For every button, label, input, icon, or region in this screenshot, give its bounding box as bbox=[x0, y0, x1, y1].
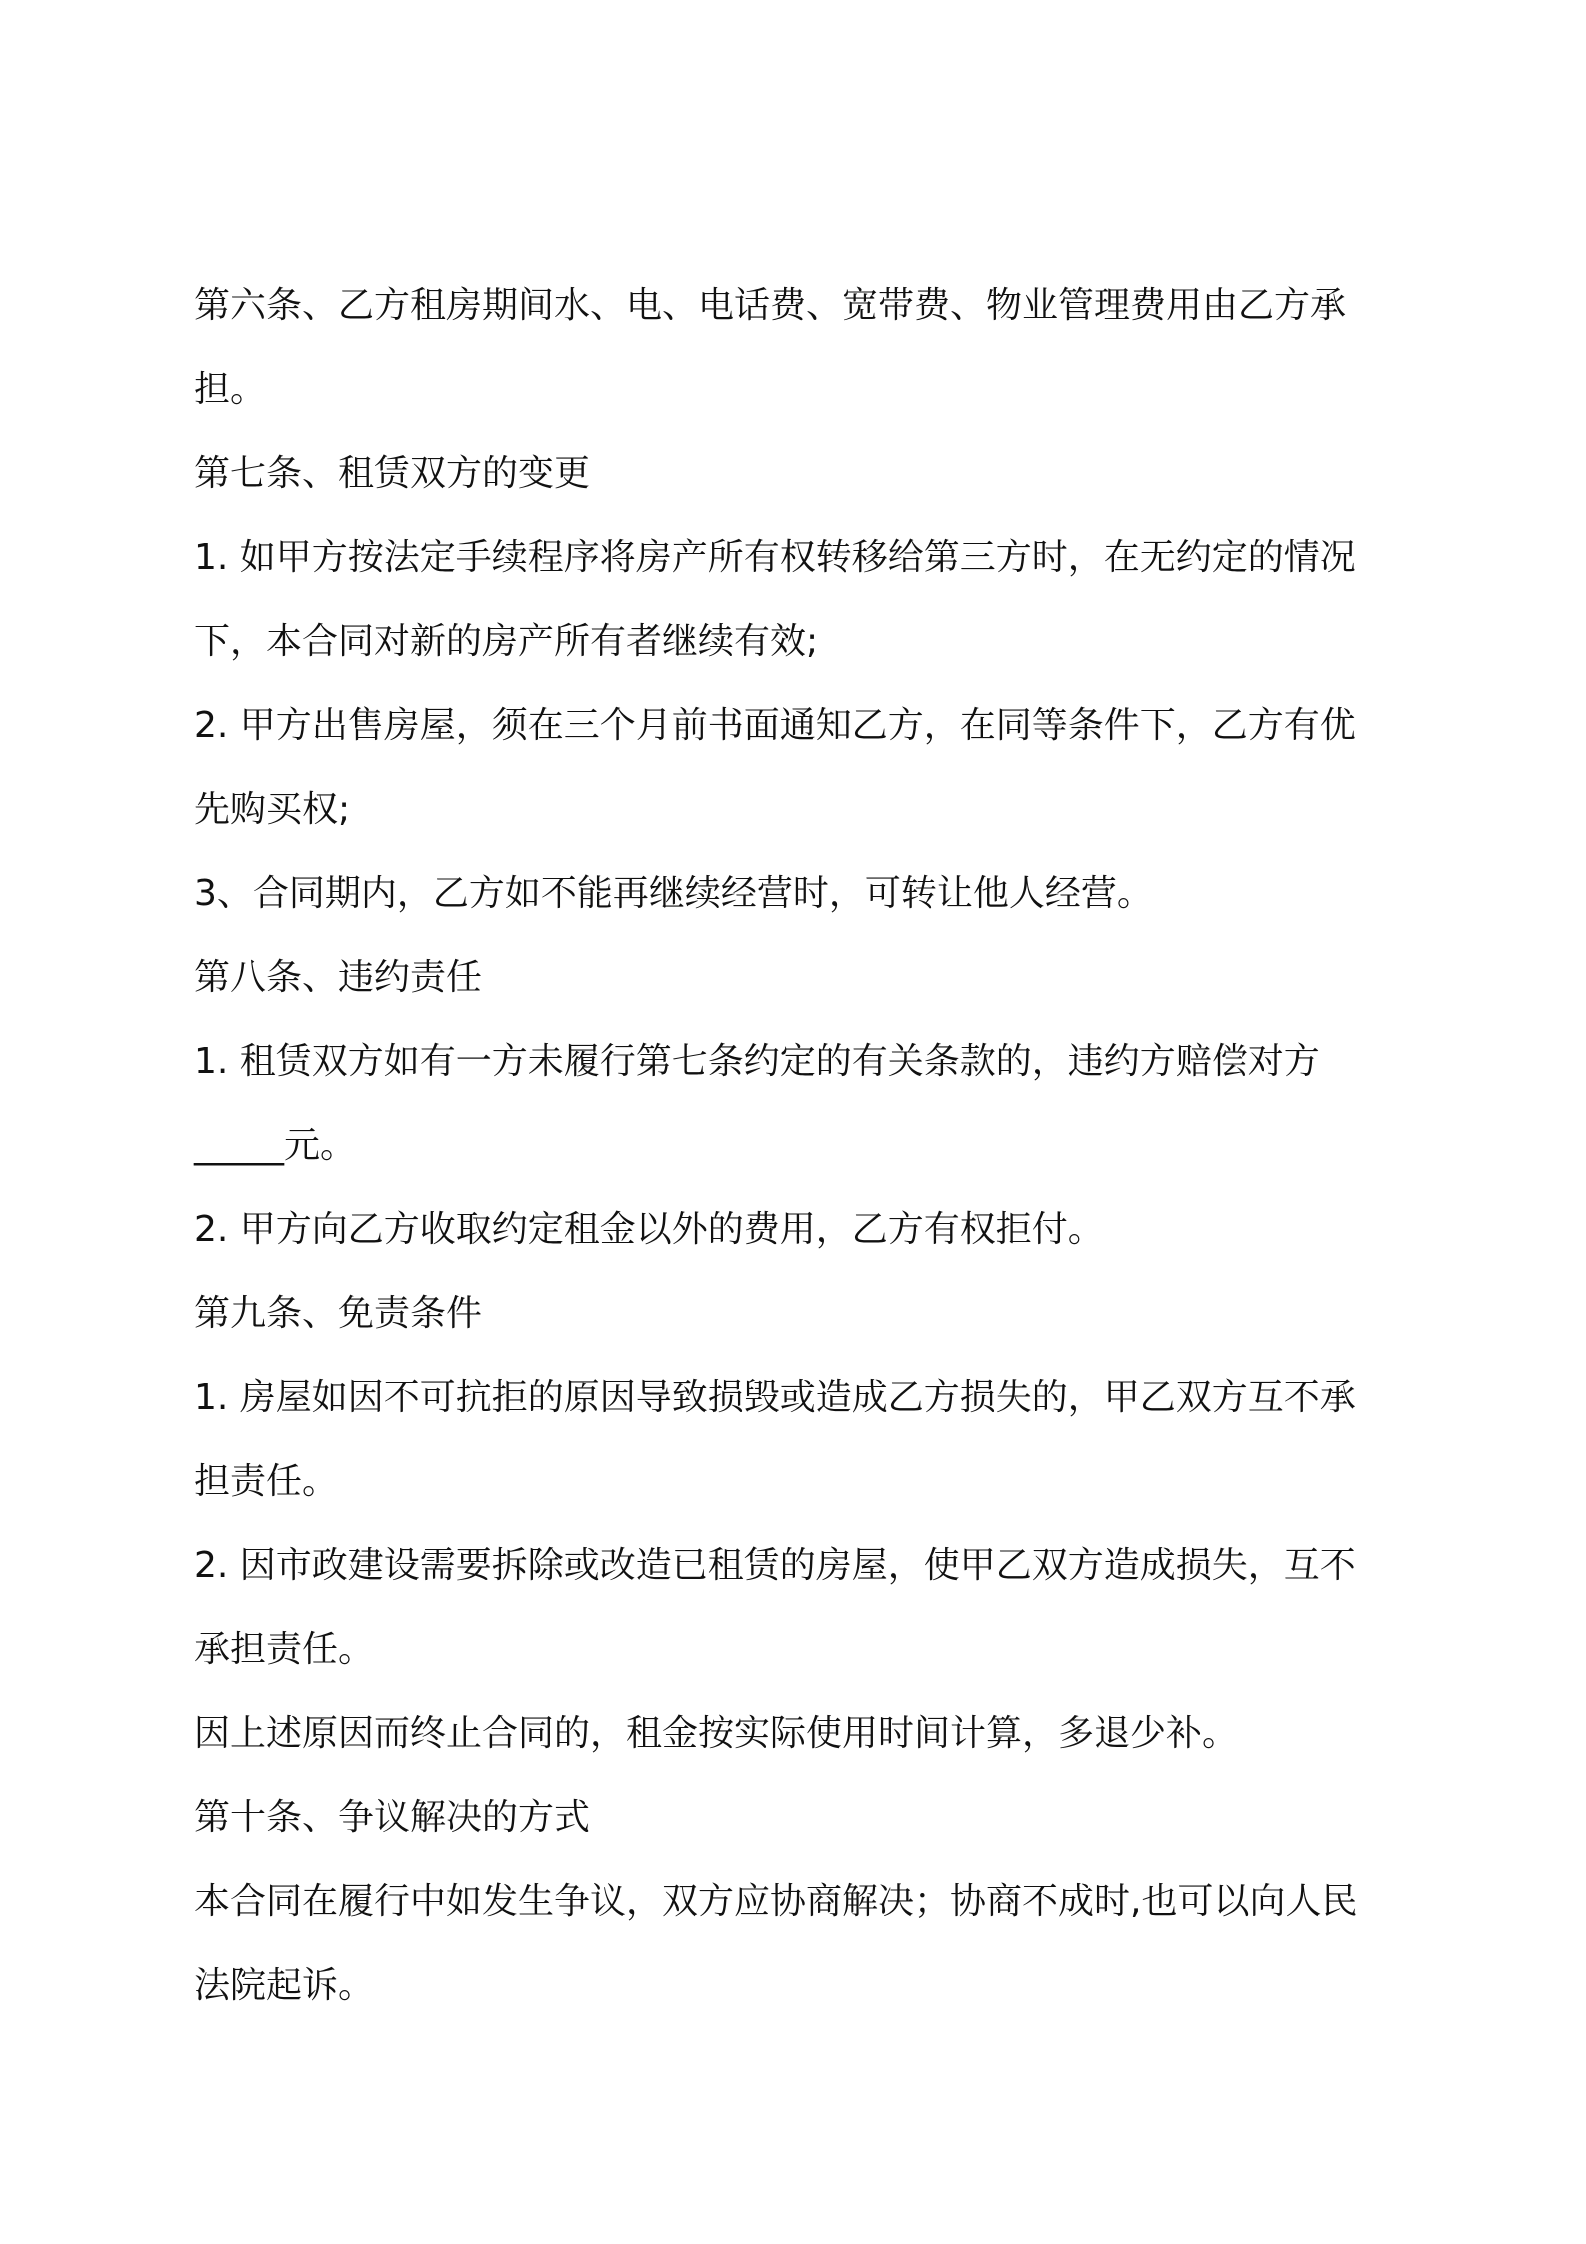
article-7-clause-1-line-2: 下，本合同对新的房产所有者继续有效; bbox=[194, 621, 819, 662]
article-9-clause-2-line-2: 承担责任。 bbox=[194, 1629, 375, 1670]
article-9-clause-2-line-1: 2. 因市政建设需要拆除或改造已租赁的房屋，使甲乙双方造成损失，互不 bbox=[194, 1545, 1356, 1586]
article-8-clause-1-line-1: 1. 租赁双方如有一方未履行第七条约定的有关条款的，违约方赔偿对方 bbox=[194, 1041, 1320, 1082]
article-10-heading: 第十条、争议解决的方式 bbox=[194, 1797, 591, 1838]
article-6-text-line-2: 担。 bbox=[194, 369, 267, 410]
article-6-text-line-1: 第六条、乙方租房期间水、电、电话费、宽带费、物业管理费用由乙方承 bbox=[194, 285, 1347, 326]
article-7-clause-2-line-2: 先购买权; bbox=[194, 789, 351, 830]
article-8-clause-1-line-2: _____元。 bbox=[194, 1125, 357, 1166]
article-9-note: 因上述原因而终止合同的，租金按实际使用时间计算，多退少补。 bbox=[194, 1713, 1239, 1754]
article-9-clause-1-line-2: 担责任。 bbox=[194, 1461, 339, 1502]
article-8-heading: 第八条、违约责任 bbox=[194, 957, 483, 998]
article-9-clause-1-line-1: 1. 房屋如因不可抗拒的原因导致损毁或造成乙方损失的，甲乙双方互不承 bbox=[194, 1377, 1356, 1418]
article-7-clause-3: 3、合同期内，乙方如不能再继续经营时，可转让他人经营。 bbox=[194, 873, 1153, 914]
article-9-heading: 第九条、免责条件 bbox=[194, 1293, 483, 1334]
article-7-clause-1-line-1: 1. 如甲方按法定手续程序将房产所有权转移给第三方时，在无约定的情况 bbox=[194, 537, 1356, 578]
article-7-heading: 第七条、租赁双方的变更 bbox=[194, 453, 591, 494]
article-10-text-line-2: 法院起诉。 bbox=[194, 1965, 375, 2006]
article-10-text-line-1: 本合同在履行中如发生争议，双方应协商解决；协商不成时,也可以向人民 bbox=[194, 1881, 1358, 1922]
article-7-clause-2-line-1: 2. 甲方出售房屋，须在三个月前书面通知乙方，在同等条件下，乙方有优 bbox=[194, 705, 1356, 746]
article-8-clause-2: 2. 甲方向乙方收取约定租金以外的费用，乙方有权拒付。 bbox=[194, 1209, 1104, 1250]
